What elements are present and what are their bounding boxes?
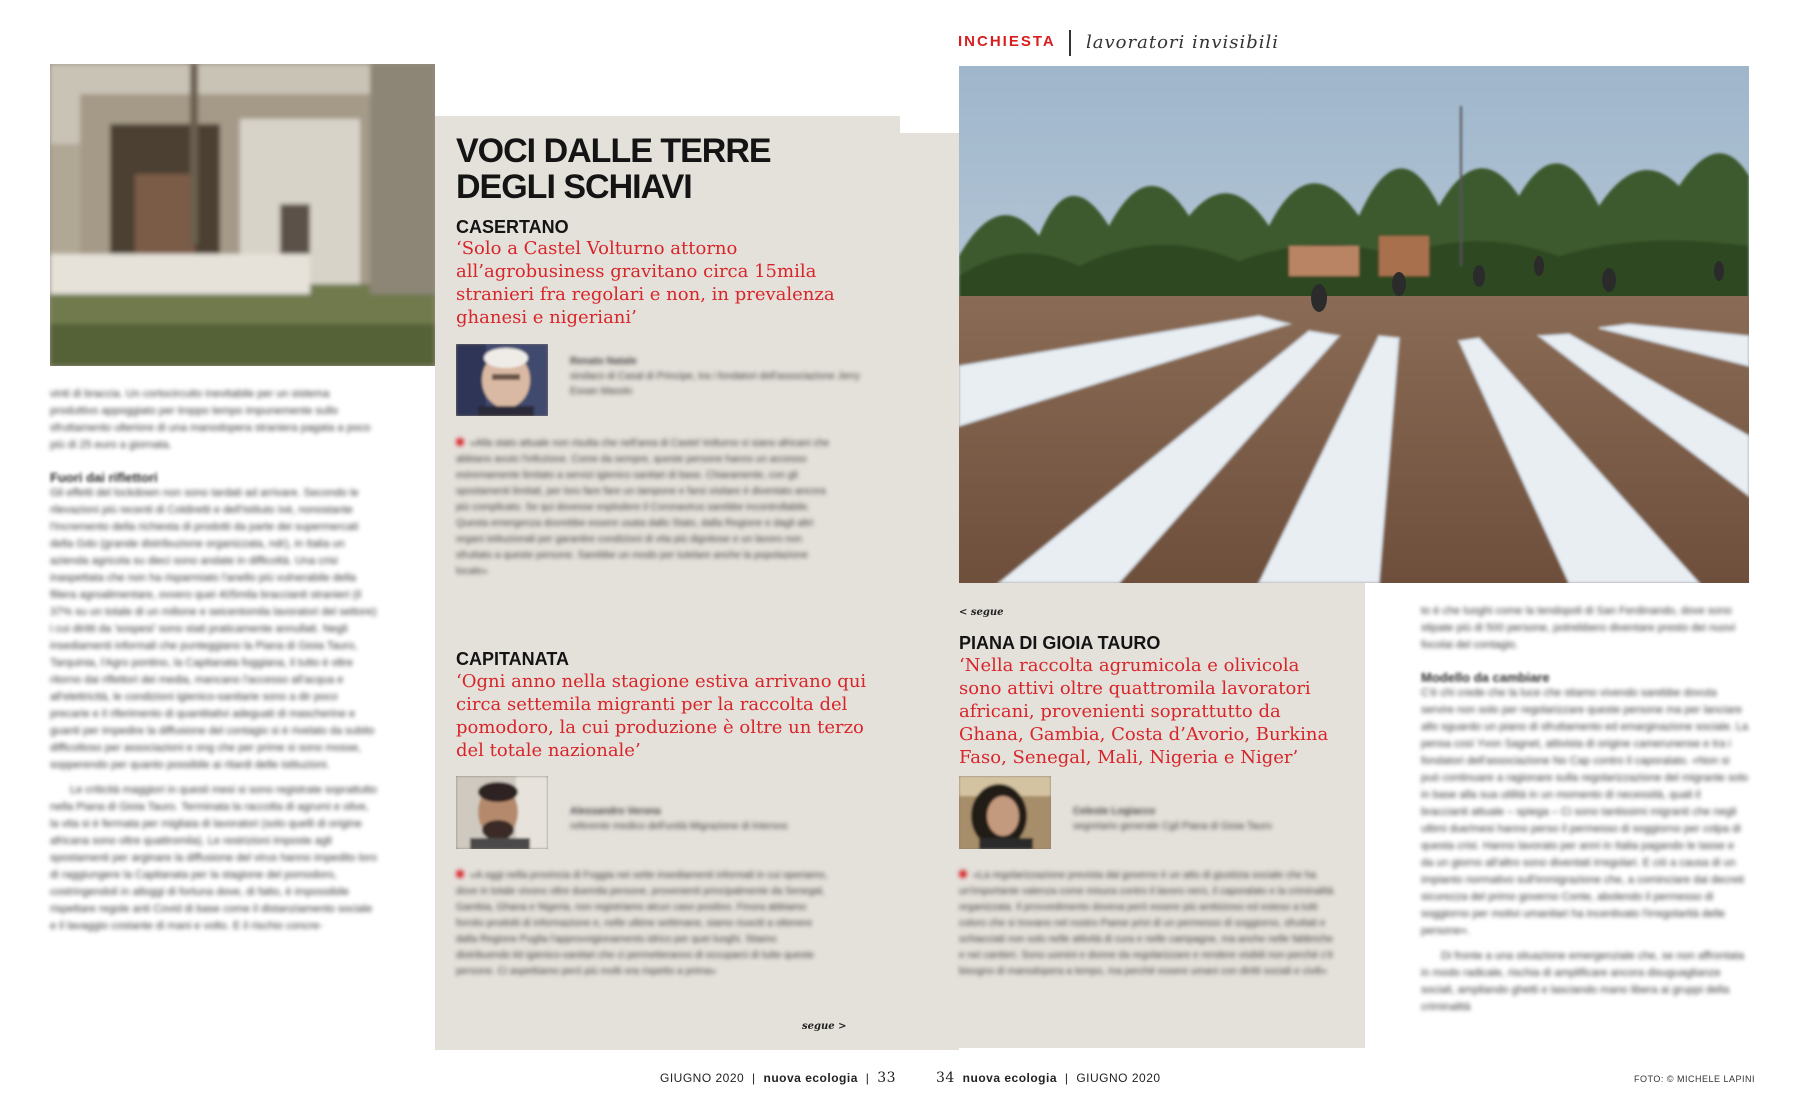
section-title-casertano: CASERTANO: [456, 217, 569, 237]
right-body-text-2: Di fronte a una situazione emergenziale che, se non affrontata in modo radicale, rischia di amplificare ancora disuguaglianze sociali, ampliando ghetti e lasciando mano libera ai gruppi della criminalità: [1421, 950, 1745, 1013]
person-role-casertano: sindaco di Casal di Principe, tra i fondatori dell'associazione Jerry Essan Masslo: [570, 371, 860, 397]
person-role-gioia-tauro: segretario generale Cgil Piana di Gioia Tauro: [1073, 821, 1272, 832]
page-headline: VOCI DALLE TERRE DEGLI SCHIAVI: [456, 132, 771, 206]
page-number-right: 34: [936, 1070, 955, 1086]
bullet-dot-icon: [959, 870, 967, 878]
folio-right: [936, 1070, 1161, 1086]
bullet-dot-icon: [456, 870, 464, 878]
body-gioia-tauro: [959, 868, 1341, 980]
right-body-text: C'è chi crede che la luce che stiamo vivendo sarebbe dovuta servire non solo per regolarizzare queste persone ma per lanciare allo sguardo un piano di sfruttamento ed emarginazione sociale. La pensa così Yvon Sagnet, attivista di origine camerunense e tra i fondatori dell'associazione No Cap contro il caporalato. «Non si può continuare a ragionare sulla regolarizzazione del migrante solo in base alla sua utilità in un momento di necessità, quali il braccianti attuale – spiega – Ci sono tantissimi migranti che negli ultimi due/mesi hanno perso il permesso di soggiorno per colpa di questa crisi. Hanno lavorato per anni in Italia pagando le tasse e da un giorno all'altro sono diventati irregolari. E ciò a causa di un impianto normativo sull'immigrazione che, a cominciare dai decreti sicurezza del primo governo Conte, abolendo il permesso di soggiorno per motivi umanitari ha incentivato l'irregolarità delle persone».: [1421, 687, 1749, 937]
person-name-gioia-tauro: Celeste Logiacco: [1073, 806, 1156, 817]
person-role-capitanata: referente medico dell'unità Migrazione di Intersos: [570, 821, 788, 832]
avatar-casertano-image: [456, 344, 548, 416]
ruin-photo-image: [50, 64, 435, 366]
right-intro-text: to è che luoghi come la tendopoli di San Ferdinando, dove sono stipate più di 500 persone, potrebbero diventare presto dei nuovi focolai del contagio.: [1421, 605, 1736, 651]
folio-left-month: GIUGNO 2020: [660, 1071, 745, 1085]
bullet-dot-icon: [456, 438, 464, 446]
person-gioia-tauro: [1073, 804, 1353, 834]
body-text-capitanata-content: «A oggi nella provincia di Foggia nei sette insediamenti informali in cui operiamo, dove in totale vivono oltre duemila persone, provenienti principalmente da Senegal, Gambia, Ghana e Nigeria, non registriamo alcun caso positivo. Finora abbiamo fornito prodotti di informazione e, nelle ultime settimane, siamo riusciti a ottenere dalla Regione Puglia l'approvvigionamento idrico per quei luoghi. Stiamo distribuendo kit igienico-sanitari che ci permetteranno di occuparci di tutte queste persone. Ci aspettiamo però più molti ora rispetto a prima»: [456, 870, 828, 977]
section-subtitle: lavoratori invisibili: [1086, 32, 1280, 53]
person-name-capitanata: Alessandro Verona: [570, 806, 661, 817]
field-photo: [959, 66, 1749, 583]
kicker-divider: [1069, 30, 1071, 56]
quote-capitanata: ‘Ogni anno nella stagione estiva arrivano qui circa settemila migranti per la raccolta del pomodoro, la cui produzione è oltre un terzo del totale nazionale’: [456, 671, 867, 761]
photo-credit: FOTO: © MICHELE LAPINI: [1634, 1074, 1755, 1084]
page-number-left: 33: [877, 1070, 897, 1086]
avatar-capitanata-image: [456, 776, 548, 849]
body-text-gioia-tauro: [959, 868, 1341, 980]
body-capitanata: [456, 868, 828, 980]
body-text-capitanata: [456, 868, 828, 980]
folio-left: [660, 1070, 896, 1086]
section-title-gioia-tauro: PIANA DI GIOIA TAURO: [959, 633, 1161, 653]
left-column: [50, 386, 380, 935]
body-text-gioia-tauro-content: «La regolarizzazione prevista dal governo è un atto di giustizia sociale che ha un'importante valenza come misura contro il lavoro nero, il caporalato e la criminalità organizzata. Il provvedimento doveva però essere più ambizioso ed esteso a tutti coloro che si trovano nel nostro Paese privi di un permesso di soggiorno, sfruttati e schiacciati non solo nelle attività di cura e nelle campagne, ma anche nelle fabbriche e nei cantieri. Sono uomini e donne da regolarizzare e rendere visibili non perché c'è bisogno di manodopera a tempo, ma perché essere umani con diritti sociali e civili»: [959, 870, 1334, 977]
avatar-capitanata: [456, 776, 548, 849]
avatar-gioia-tauro: [959, 776, 1051, 849]
field-photo-image: [959, 66, 1749, 583]
segue-back-link[interactable]: < segue: [959, 607, 1004, 618]
right-subheading: Modello da cambiare: [1421, 670, 1550, 685]
avatar-gioia-tauro-image: [959, 776, 1051, 849]
body-text-casertano: [456, 436, 838, 580]
folio-left-sep-2: |: [865, 1071, 870, 1085]
quote-casertano: ‘Solo a Castel Volturno attorno all’agrobusiness gravitano circa 15mila stranieri fra regolari e non, in prevalenza ghanesi e nigeriani’: [456, 238, 835, 328]
quote-gioia-tauro: ‘Nella raccolta agrumicola e olivicola sono attivi oltre quattromila lavoratori africani, provenienti soprattutto da Ghana, Gambia, Costa d’Avorio, Burkina Faso, Senegal, Mali, Nigeria e Niger’: [959, 655, 1329, 768]
person-casertano: [570, 354, 870, 399]
segue-forward-link[interactable]: segue >: [802, 1021, 847, 1032]
folio-right-month: GIUGNO 2020: [1076, 1071, 1161, 1085]
left-subheading: Fuori dai riflettori: [50, 470, 158, 485]
left-body-text-2: Le criticità maggiori in questi mesi si sono registrate soprattutto nella Piana di Gioia Tauro. Terminata la raccolta di agrumi e olive, la vita si è fermata per migliaia di lavoratori (solo quelli di origine africana sono oltre quattromila). Le restrizioni imposte agli spostamenti per arginare la diffusione del virus hanno impedito loro di raggiungere la Capitanata per la stagione del pomodoro, costringendoli in alloggi di fortuna dove, di fatto, è impossibile rispettare regole anti Covid di base come il distanziamento sociale e il lavaggio costante di mani e volto. E il rischio concre-: [50, 784, 377, 932]
person-name-casertano: Renato Natale: [570, 356, 637, 367]
left-body-text: Gli effetti del lockdown non sono tardati ad arrivare. Secondo le rilevazioni più recenti di Coldiretti e dell'Istituto Ixè, nonostante l'incremento della richiesta di prodotti da parte dei supermercati della Gdo (grande distribuzione organizzata, ndr), in Italia un azienda agricola su dieci sono andate in difficoltà. Una crisi inaspettata che non ha risparmiato l'anello più vulnerabile della filiera agroalimentare, ovvero quei 405mila braccianti stranieri (il 37% su un totale di un milione e seicentomila lavoratori del settore) i cui diritti da 'sospesi' sono stati praticamente annullati. Negli insediamenti informali che punteggiano la Piana di Gioia Tauro, Tarquinia, l'Agro pontino, la Capitanata foggiana, il tutto è oltre ritorno dai riflettori dei media, mancano l'accesso all'acqua e all'elettricità, le condizioni igienico-sanitarie sono a dir poco precarie e il riferimento di quantitativi adeguati di mascherine e guanti per impedire la diffusione del contagio si è rivelato da subito difficoltoso per associazioni e ong che per prime si sono mosse, sopperendo per quanto possibile ai ritardi delle istituzioni.: [50, 487, 377, 771]
section-title-capitanata: CAPITANATA: [456, 649, 569, 669]
folio-left-sep-1: |: [752, 1071, 756, 1085]
section-kicker: INCHIESTA: [958, 33, 1056, 50]
folio-right-magazine: nuova ecologia: [962, 1071, 1058, 1085]
left-intro-text: vinti di braccia. Un cortocircuito inevitabile per un sistema produttivo appoggiato per troppo tempo impunemente sullo sfruttamento ulteriore di una manodopera straniera pagata a poco più di 25 euro a giornata.: [50, 388, 371, 451]
right-column: [1421, 603, 1749, 1016]
avatar-casertano: [456, 344, 548, 416]
body-casertano: [456, 436, 838, 580]
body-text-casertano-content: «Alla stato attuale non risulta che nell'area di Castel Volturno vi siano africani che abbiano avuto l'infezione. Come da sempre, queste persone hanno un accesso estremamente limitato a servizi igienico sanitari di base. Chiaramente, con gli spostamenti limitati, per loro fare fare un tampone e farsi visitare è diventato ancora più complicato. Se qui dovesse esplodere il Coronavirus sarebbe incontrollabile. Questa emergenza dovrebbe essere usata dallo Stato, dalla Regione e dagli altri organi istituzionali per garantire condizioni di vita più dignitose e un lavoro non sfruttato a queste persone. Sarebbe un modo per tutelare anche la popolazione locale»: [456, 438, 830, 577]
folio-right-sep: |: [1064, 1071, 1069, 1085]
ruin-photo: [50, 64, 435, 366]
folio-left-magazine: nuova ecologia: [763, 1071, 858, 1085]
person-capitanata: [570, 804, 870, 834]
